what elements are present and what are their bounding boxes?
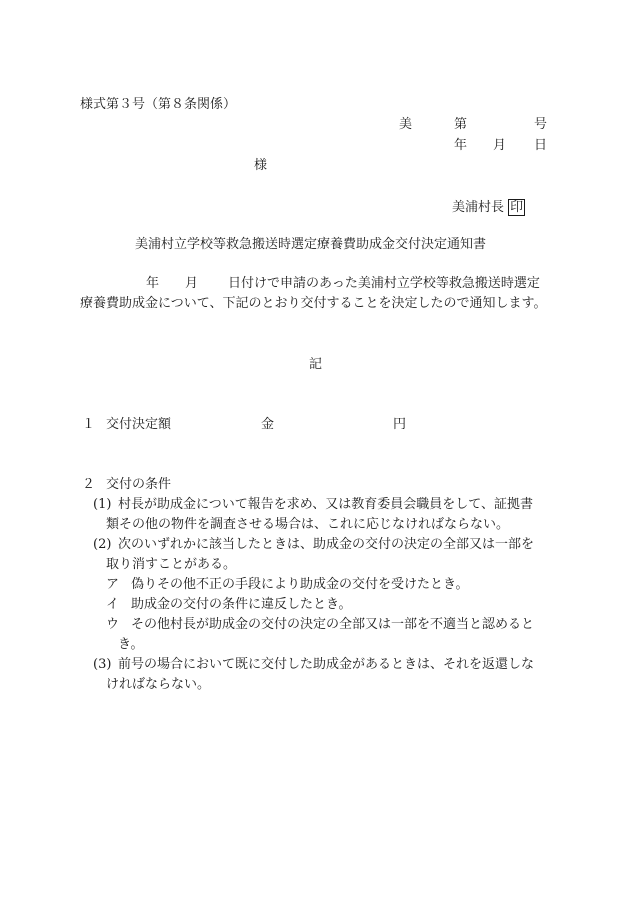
date-year: 年 [454, 138, 468, 153]
sub-u-line1: その他村長が助成金の交付の決定の全部又は一部を不適当と認めると [131, 617, 535, 632]
item1-kin: 金 [261, 417, 275, 432]
condition-3-num: (3) [93, 657, 112, 672]
condition-3-line2: ければならない。 [106, 677, 211, 692]
issuer-name [452, 199, 525, 216]
doc-number-dai: 第 [454, 117, 468, 132]
condition-1-line2: 類その他の物件を調査させる場合は、これに応じなければならない。 [106, 517, 510, 532]
sub-a-mark: ア [106, 577, 120, 592]
ki-heading: 記 [309, 357, 323, 372]
seal-stamp: 印 [510, 200, 524, 215]
item1-label: 交付決定額 [106, 417, 172, 432]
condition-2-line1: 次のいずれかに該当したときは、助成金の交付の決定の全部又は一部を [118, 537, 535, 552]
issuer-label: 美浦村長 [452, 200, 505, 215]
body-year: 年 [146, 276, 160, 291]
condition-1-num: (1) [93, 497, 112, 512]
condition-1-line1: 村長が助成金について報告を求め、又は教育委員会職員をして、証拠書 [118, 497, 533, 512]
doc-number-prefix: 美 [399, 117, 413, 132]
addressee-sama: 様 [254, 158, 268, 173]
date-month: 月 [493, 138, 507, 153]
item1-en: 円 [393, 417, 407, 432]
date-day: 日 [534, 138, 548, 153]
item2-label: 交付の条件 [106, 477, 172, 492]
body-month: 月 [185, 276, 199, 291]
item1-num: １ [82, 417, 96, 432]
sub-u-line2: き。 [118, 637, 144, 652]
sub-u-mark: ウ [106, 617, 120, 632]
body-line2: 療養費助成金について、下記のとおり交付することを決定したので通知します。 [80, 296, 547, 311]
item2-num: ２ [82, 477, 96, 492]
condition-2-line2: 取り消すことがある。 [106, 557, 237, 572]
condition-3-line1: 前号の場合において既に交付した助成金があるときは、それを返還しな [118, 657, 535, 672]
form-label: 様式第３号（第８条関係） [80, 97, 237, 112]
sub-i-text: 助成金の交付の条件に違反したとき。 [131, 597, 352, 612]
condition-2-num: (2) [93, 537, 112, 552]
document-title: 美浦村立学校等救急搬送時選定療養費助成金交付決定通知書 [135, 237, 487, 252]
body-line1: 日付けで申請のあった美浦村立学校等救急搬送時選定 [228, 276, 540, 291]
sub-a-text: 偽りその他不正の手段により助成金の交付を受けたとき。 [131, 577, 469, 592]
doc-number-go: 号 [534, 117, 548, 132]
sub-i-mark: イ [106, 597, 120, 612]
